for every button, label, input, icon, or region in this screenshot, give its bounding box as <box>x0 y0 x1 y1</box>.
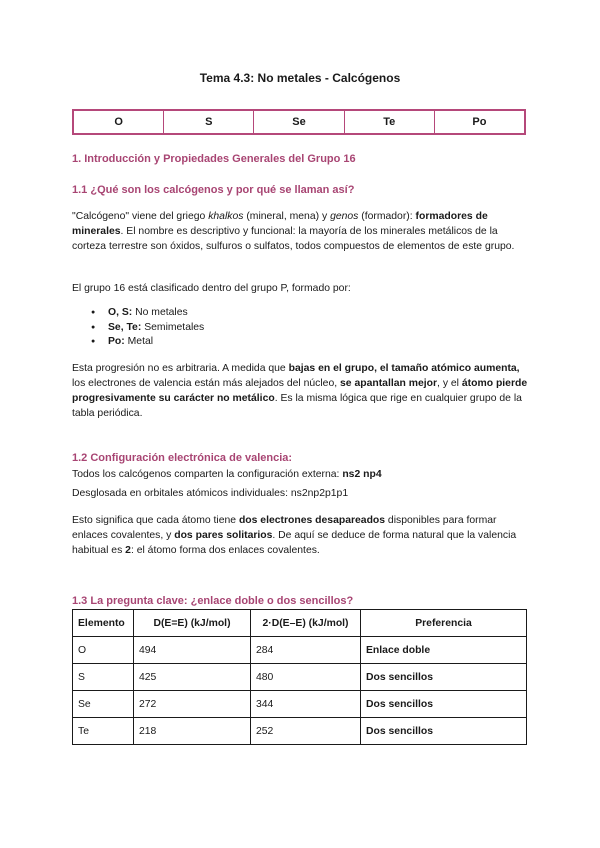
section-1-2-heading: 1.2 Configuración electrónica de valencia: <box>72 452 293 464</box>
section-1-3-heading: 1.3 La pregunta clave: ¿enlace doble o dos sencillos? <box>72 595 354 607</box>
paragraph-group-intro: El grupo 16 está clasificado dentro del grupo P, formado por: <box>72 283 351 294</box>
paragraph-progression: Esta progresión no es arbitraria. A medida que bajas en el grupo, el tamaño atómico aumenta, los electrones de valencia están más alejados del núcleo, se apantallan mejor, y el átomo pierde progresivamente su carácter no metálico. Es la misma lógica que rige en cualquier grupo de la tabla periódica. <box>72 363 528 419</box>
table-cell: Dos sencillos <box>361 664 527 691</box>
table-cell: 218 <box>134 718 251 745</box>
page-title: Tema 4.3: No metales - Calcógenos <box>199 71 401 85</box>
table-row <box>73 718 527 745</box>
orbital-config-line: Desglosada en orbitales atómicos individuales: ns2np2p1p1 <box>72 488 349 499</box>
element-cell: Se <box>254 111 344 133</box>
table-cell: 480 <box>251 664 361 691</box>
table-row <box>73 664 527 691</box>
element-cell: O <box>74 111 164 133</box>
table-cell: 284 <box>251 637 361 664</box>
list-item: ● Po: Metal <box>72 335 204 350</box>
table-cell: O <box>73 637 134 664</box>
table-cell: 272 <box>134 691 251 718</box>
list-item: ● Se, Te: Semimetales <box>72 321 204 336</box>
table-row <box>73 637 527 664</box>
table-cell: 425 <box>134 664 251 691</box>
table-row <box>73 691 527 718</box>
table-cell: Se <box>73 691 134 718</box>
element-cell: Po <box>472 116 487 128</box>
table-header-row <box>73 610 527 637</box>
section-1-heading: 1. Introducción y Propiedades Generales del Grupo 16 <box>72 153 356 165</box>
table-cell: Dos sencillos <box>361 718 527 745</box>
list-item: ● O, S: No metales <box>72 306 204 321</box>
table-cell: Dos sencillos <box>361 691 527 718</box>
paragraph-etymology: "Calcógeno" viene del griego khalkos (mineral, mena) y genos (formador): formadores de minerales. El nombre es descriptivo y funcional: la mayoría de los minerales metálicos de la corteza terrestre son óxidos, sulfuros o sulfatos, todos compuestos de elementos de este grupo. <box>72 211 515 252</box>
table-header: Elemento <box>73 610 134 637</box>
paragraph-valence: Esto significa que cada átomo tiene dos electrones desapareados disponibles para formar enlaces covalentes, y dos pares solitarios. De aquí se deduce de forma natural que la valencia habitual es 2: el átomo forma dos enlaces covalentes. <box>72 515 517 556</box>
element-cell: S <box>164 111 254 133</box>
table-cell: 252 <box>251 718 361 745</box>
table-cell: Te <box>73 718 134 745</box>
table-header: 2·D(E–E) (kJ/mol) <box>251 610 361 637</box>
element-classification-list <box>72 306 204 350</box>
elements-table <box>72 109 526 135</box>
table-cell: 344 <box>251 691 361 718</box>
section-1-1-heading: 1.1 ¿Qué son los calcógenos y por qué se llaman así? <box>72 184 355 196</box>
table-cell: Enlace doble <box>361 637 527 664</box>
bond-energy-table <box>72 609 527 745</box>
table-cell: S <box>73 664 134 691</box>
table-cell: 494 <box>134 637 251 664</box>
table-header: D(E=E) (kJ/mol) <box>134 610 251 637</box>
table-header: Preferencia <box>361 610 527 637</box>
valence-config-line: Todos los calcógenos comparten la configuración externa: ns2 np4 <box>72 469 382 480</box>
element-cell: Te <box>345 111 435 133</box>
